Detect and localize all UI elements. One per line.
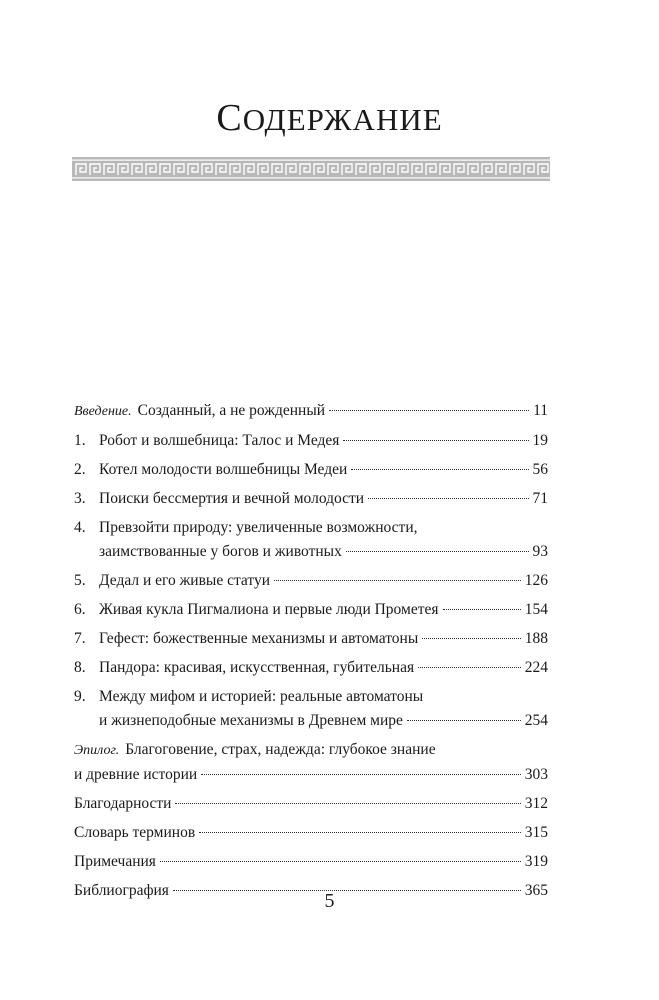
toc-entry-page: 319 (524, 853, 548, 870)
dot-leader (443, 609, 521, 610)
toc-entry-prefix: Введение. (74, 404, 132, 419)
toc-entry (74, 821, 548, 845)
toc-entry-title: Библиография (74, 882, 169, 899)
toc-entry-number: 3. (74, 490, 86, 507)
toc-entry-title: Примечания (74, 853, 156, 870)
table-of-contents (74, 399, 548, 908)
toc-entry-page: 71 (532, 490, 548, 507)
toc-entry-title: Дедал и его живые статуи (99, 572, 271, 589)
toc-entry-title: Созданный, а не рожденный (137, 402, 326, 419)
toc-entry-page: 312 (524, 795, 548, 812)
toc-entry-number: 1. (74, 432, 86, 449)
toc-entry-page: 56 (532, 461, 548, 478)
page-title: СОДЕРЖАНИЕ (216, 97, 443, 139)
toc-entry-page: 224 (524, 659, 548, 676)
toc-entry-number: 9. (74, 688, 86, 705)
toc-entry-number: 5. (74, 572, 86, 589)
dot-leader (368, 498, 528, 499)
toc-entry (74, 569, 548, 593)
toc-entry-page: 93 (532, 543, 548, 560)
dot-leader (343, 440, 528, 441)
toc-entry-number: 4. (74, 519, 86, 536)
toc-entry (74, 656, 548, 680)
dot-leader (351, 469, 528, 470)
toc-entry-title: Между мифом и историей: реальные автоматоны (99, 688, 424, 705)
toc-entry-title: и жизнеподобные механизмы в Древнем мире (99, 712, 403, 729)
dot-leader (160, 861, 521, 862)
toc-entry-title: Котел молодости волшебницы Медеи (99, 461, 348, 478)
toc-entry (74, 458, 548, 482)
dot-leader (422, 638, 521, 639)
toc-entry-page: 11 (533, 402, 548, 419)
toc-entry-number: 2. (74, 461, 86, 478)
toc-entry-page: 365 (524, 882, 548, 899)
toc-entry-title: и древние истории (74, 766, 198, 783)
toc-entry (74, 850, 548, 874)
toc-entry (74, 792, 548, 816)
toc-entry-title: Робот и волшебница: Талос и Медея (99, 432, 340, 449)
toc-entry (74, 487, 548, 511)
toc-entry-number: 8. (74, 659, 86, 676)
toc-entry-page: 315 (524, 824, 548, 841)
toc-entry-page: 19 (532, 432, 548, 449)
toc-entry-number: 6. (74, 601, 86, 618)
dot-leader (175, 803, 520, 804)
toc-entry (74, 429, 548, 453)
toc-entry-title: заимствованные у богов и животных (99, 543, 342, 560)
toc-entry-page: 126 (524, 572, 548, 589)
toc-entry-title: Гефест: божественные механизмы и автоматоны (99, 630, 419, 647)
toc-entry-page: 254 (524, 712, 548, 729)
toc-entry (74, 738, 548, 787)
toc-entry-title: Словарь терминов (74, 824, 196, 841)
dot-leader (274, 580, 521, 581)
toc-entry-number: 7. (74, 630, 86, 647)
toc-entry-title: Благодарности (74, 795, 172, 812)
toc-entry-prefix: Эпилог. (74, 743, 120, 758)
greek-key-ornament (72, 157, 550, 181)
toc-entry-title: Благоговение, страх, надежда: глубокое знание (125, 741, 436, 758)
toc-entry (74, 399, 548, 424)
toc-entry-title: Живая кукла Пигмалиона и первые люди Прометея (99, 601, 439, 618)
toc-entry-page: 188 (524, 630, 548, 647)
toc-entry (74, 516, 548, 564)
toc-entry-page: 154 (524, 601, 548, 618)
toc-entry (74, 598, 548, 622)
dot-leader (199, 832, 521, 833)
toc-entry (74, 627, 548, 651)
page-number: 5 (324, 890, 335, 912)
dot-leader (329, 410, 529, 411)
toc-entry-page: 303 (524, 766, 548, 783)
dot-leader (346, 551, 529, 552)
toc-entry-title: Превзойти природу: увеличенные возможности, (99, 519, 418, 536)
toc-entry-title: Поиски бессмертия и вечной молодости (99, 490, 365, 507)
dot-leader (407, 720, 521, 721)
dot-leader (418, 667, 521, 668)
toc-entry (74, 685, 548, 733)
dot-leader (201, 774, 521, 775)
toc-entry-title: Пандора: красивая, искусственная, губительная (99, 659, 415, 676)
